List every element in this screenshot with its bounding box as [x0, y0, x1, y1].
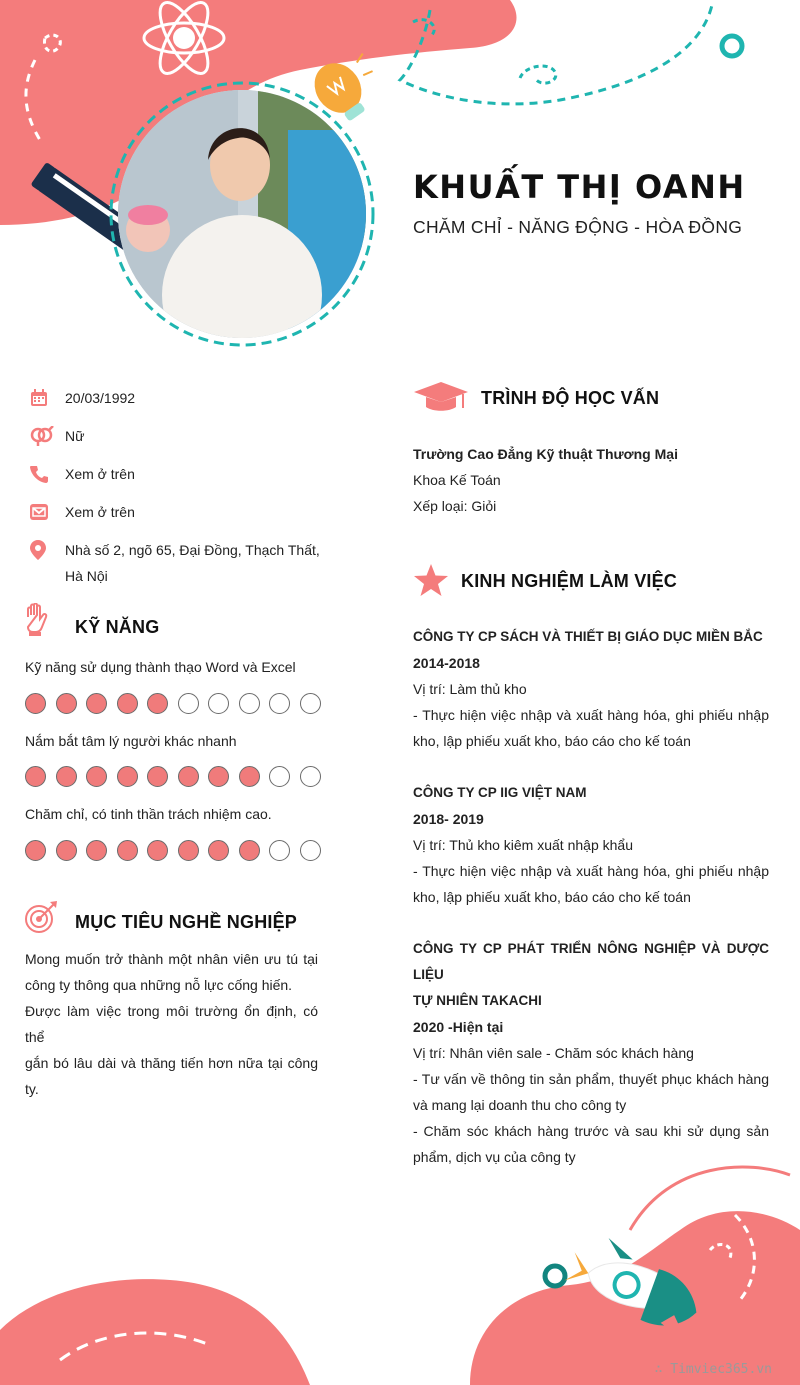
- rating-dot-filled: [208, 766, 229, 787]
- rating-dot-filled: [86, 693, 107, 714]
- contact-dob: [24, 388, 135, 411]
- education-details: [413, 441, 773, 519]
- job-company: TỰ NHIÊN TAKACHI: [413, 993, 542, 1008]
- rating-dot-filled: [86, 840, 107, 861]
- faculty: Khoa Kế Toán: [413, 472, 501, 488]
- watermark: ∴ Timviec365.vn: [654, 1362, 772, 1377]
- calendar-icon: [24, 388, 56, 408]
- rating-dot-filled: [56, 840, 77, 861]
- candidate-name: KHUẤT THỊ OANH: [413, 168, 746, 206]
- rating-dot-filled: [25, 766, 46, 787]
- rating-dot-filled: [178, 766, 199, 787]
- rating-dot-empty: [269, 693, 290, 714]
- rating-dot-filled: [86, 766, 107, 787]
- objective-line: Được làm việc trong môi trường ổn định, có thể: [25, 1003, 318, 1045]
- rating-dot-empty: [269, 766, 290, 787]
- job-3: [413, 936, 769, 1170]
- rating-dot-empty: [269, 840, 290, 861]
- job-description: kho, lập phiếu xuất kho, báo cáo cho kế toán: [413, 733, 691, 749]
- job-description: - Thực hiện việc nhập và xuất hàng hóa, ghi phiếu nhập: [413, 707, 769, 723]
- rating-dot-filled: [239, 766, 260, 787]
- contact-gender: [24, 426, 84, 449]
- rating-dot-filled: [56, 766, 77, 787]
- objective-text: [25, 946, 318, 1102]
- job-1: [413, 624, 769, 754]
- job-period: 2014-2018: [413, 655, 480, 671]
- job-company: CÔNG TY CP IIG VIỆT NAM: [413, 785, 587, 800]
- objective-line: Mong muốn trở thành một nhân viên ưu tú tại: [25, 951, 318, 967]
- rating-dot-empty: [239, 693, 260, 714]
- skill-rating-2: [25, 766, 321, 787]
- job-2: [413, 780, 769, 910]
- phone-text: Xem ở trên: [65, 466, 135, 482]
- contact-address: [24, 540, 320, 589]
- objective-title: MỤC TIÊU NGHỀ NGHIỆP: [75, 912, 298, 932]
- graduation-cap-icon: [413, 380, 469, 414]
- job-description: - Chăm sóc khách hàng trước và sau khi sử dụng sản: [413, 1123, 769, 1139]
- job-position: Vị trí: Nhân viên sale - Chăm sóc khách hàng: [413, 1045, 694, 1061]
- address-line1: Nhà số 2, ngõ 65, Đại Đồng, Thạch Thất,: [65, 542, 320, 558]
- contact-email: [24, 502, 135, 525]
- phone-icon: [24, 464, 56, 484]
- school-name: Trường Cao Đẳng Kỹ thuật Thương Mại: [413, 446, 678, 462]
- rating-dot-filled: [208, 840, 229, 861]
- email-text: Xem ở trên: [65, 504, 135, 520]
- rating-dot-filled: [147, 766, 168, 787]
- dob-text: 20/03/1992: [65, 390, 136, 406]
- objective-line: gắn bó lâu dài và thăng tiến hơn nữa tại công: [25, 1055, 318, 1071]
- job-description: - Tư vấn về thông tin sản phẩm, thuyết phục khách hàng: [413, 1071, 769, 1087]
- objective-line: công ty thông qua những nỗ lực cống hiến.: [25, 977, 293, 993]
- rating-dot-filled: [147, 693, 168, 714]
- email-icon: [24, 502, 56, 522]
- star-icon: [413, 563, 449, 597]
- rating-dot-filled: [117, 693, 138, 714]
- rating-dot-empty: [178, 693, 199, 714]
- skill-rating-1: [25, 693, 321, 714]
- grade: Xếp loại: Giỏi: [413, 498, 497, 514]
- rating-dot-empty: [208, 693, 229, 714]
- job-position: Vị trí: Thủ kho kiêm xuất nhập khẩu: [413, 837, 633, 853]
- address-line2: Hà Nội: [65, 568, 108, 584]
- rating-dot-filled: [239, 840, 260, 861]
- target-icon: [24, 900, 58, 934]
- rating-dot-filled: [178, 840, 199, 861]
- job-company: CÔNG TY CP PHÁT TRIỂN NÔNG NGHIỆP VÀ DƯỢC LIỆU: [413, 941, 769, 982]
- gender-icon: [24, 426, 56, 446]
- job-period: 2020 -Hiện tại: [413, 1019, 504, 1035]
- skill-label-2: Nắm bắt tâm lý người khác nhanh: [25, 733, 237, 749]
- rating-dot-filled: [25, 840, 46, 861]
- job-position: Vị trí: Làm thủ kho: [413, 681, 527, 697]
- rating-dot-empty: [300, 840, 321, 861]
- rating-dot-filled: [25, 693, 46, 714]
- rating-dot-filled: [147, 840, 168, 861]
- rating-dot-filled: [117, 840, 138, 861]
- job-description: kho, lập phiếu xuất kho, báo cáo cho kế toán: [413, 889, 691, 905]
- rating-dot-filled: [117, 766, 138, 787]
- skills-title: KỸ NĂNG: [75, 617, 160, 637]
- gender-text: Nữ: [65, 428, 85, 444]
- job-description: phẩm, dịch vụ của công ty: [413, 1149, 576, 1165]
- location-pin-icon: [24, 540, 56, 560]
- job-company: CÔNG TY CP SÁCH VÀ THIẾT BỊ GIÁO DỤC MIỀN BẮC: [413, 629, 763, 644]
- tagline: CHĂM CHỈ - NĂNG ĐỘNG - HÒA ĐỒNG: [413, 217, 743, 237]
- job-description: và mang lại doanh thu cho công ty: [413, 1097, 627, 1113]
- skill-label-3: Chăm chỉ, có tinh thần trách nhiệm cao.: [25, 806, 272, 822]
- objective-line: ty.: [25, 1081, 39, 1097]
- experience-title: KINH NGHIỆM LÀM VIỆC: [461, 571, 678, 591]
- skill-rating-3: [25, 840, 321, 861]
- education-title: TRÌNH ĐỘ HỌC VẤN: [481, 388, 660, 408]
- rating-dot-empty: [300, 766, 321, 787]
- hand-icon: [24, 603, 48, 637]
- avatar: [118, 90, 366, 338]
- rating-dot-filled: [56, 693, 77, 714]
- address-text: [65, 537, 320, 589]
- contact-phone: [24, 464, 135, 487]
- job-period: 2018- 2019: [413, 811, 484, 827]
- skill-label-1: Kỹ năng sử dụng thành thạo Word và Excel: [25, 659, 296, 675]
- job-description: - Thực hiện việc nhập và xuất hàng hóa, ghi phiếu nhập: [413, 863, 769, 879]
- rating-dot-empty: [300, 693, 321, 714]
